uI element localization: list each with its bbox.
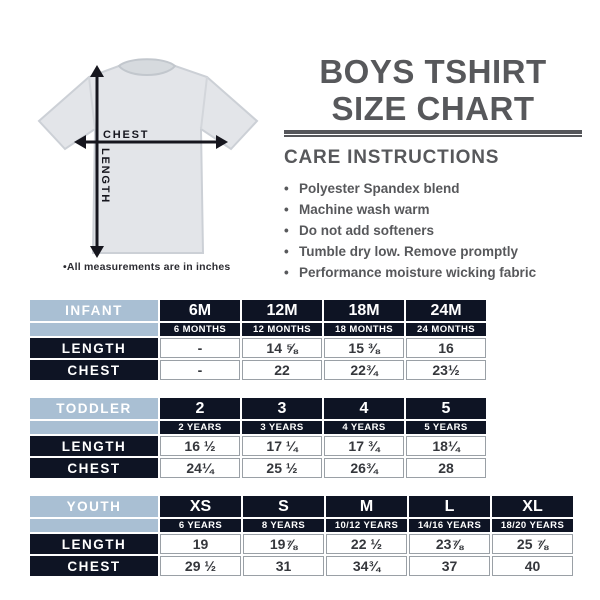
row-label: CHEST bbox=[30, 556, 158, 576]
measurement-note: •All measurements are in inches bbox=[63, 261, 231, 273]
size-header: 2 bbox=[160, 398, 240, 419]
care-item-text: Tumble dry low. Remove promptly bbox=[299, 244, 519, 259]
size-header: 4 bbox=[324, 398, 404, 419]
age-header: 6 YEARS bbox=[160, 519, 241, 532]
value-cell: 31 bbox=[243, 556, 324, 576]
value-cell: 37 bbox=[409, 556, 490, 576]
tshirt-diagram bbox=[25, 45, 270, 260]
table-row bbox=[30, 323, 486, 336]
bullet-icon: • bbox=[284, 202, 289, 217]
value-cell: 25 ⅞ bbox=[492, 534, 573, 554]
length-arrow-label: LENGTH bbox=[99, 148, 111, 205]
table-row bbox=[30, 534, 573, 554]
table-row bbox=[30, 556, 573, 576]
care-item-text: Polyester Spandex blend bbox=[299, 181, 460, 196]
value-cell: 40 bbox=[492, 556, 573, 576]
care-instructions-list bbox=[284, 178, 582, 283]
care-item bbox=[284, 241, 582, 262]
toddler-size-table bbox=[28, 396, 488, 480]
title-divider bbox=[284, 130, 582, 137]
size-header: 3 bbox=[242, 398, 322, 419]
tshirt-image bbox=[25, 45, 270, 260]
value-cell: - bbox=[160, 338, 240, 358]
care-item-text: Machine wash warm bbox=[299, 202, 430, 217]
value-cell: 22 ½ bbox=[326, 534, 407, 554]
size-header: XL bbox=[492, 496, 573, 517]
value-cell: - bbox=[160, 360, 240, 380]
age-header: 14/16 YEARS bbox=[409, 519, 490, 532]
table-row bbox=[30, 338, 486, 358]
age-header: 24 MONTHS bbox=[406, 323, 486, 336]
care-item bbox=[284, 178, 582, 199]
value-cell: 17 ¼ bbox=[242, 436, 322, 456]
group-label: INFANT bbox=[30, 300, 158, 321]
age-header: 18 MONTHS bbox=[324, 323, 404, 336]
page-title-line2: SIZE CHART bbox=[331, 90, 535, 127]
care-item bbox=[284, 262, 582, 283]
size-header: 5 bbox=[406, 398, 486, 419]
age-header: 12 MONTHS bbox=[242, 323, 322, 336]
bullet-icon: • bbox=[284, 265, 289, 280]
infant-size-table bbox=[28, 298, 488, 382]
value-cell: 19⅞ bbox=[243, 534, 324, 554]
table-row bbox=[30, 421, 486, 434]
bullet-icon: • bbox=[284, 244, 289, 259]
table-row bbox=[30, 458, 486, 478]
care-instructions-heading: CARE INSTRUCTIONS bbox=[284, 147, 500, 168]
age-header: 3 YEARS bbox=[242, 421, 322, 434]
value-cell: 26¾ bbox=[324, 458, 404, 478]
value-cell: 14 ⅝ bbox=[242, 338, 322, 358]
care-item bbox=[284, 199, 582, 220]
care-item-text: Do not add softeners bbox=[299, 223, 435, 238]
table-row bbox=[30, 360, 486, 380]
care-item bbox=[284, 220, 582, 241]
table-row bbox=[30, 519, 573, 532]
group-spacer bbox=[30, 323, 158, 336]
value-cell: 29 ½ bbox=[160, 556, 241, 576]
row-label: LENGTH bbox=[30, 436, 158, 456]
bullet-icon: • bbox=[284, 223, 289, 238]
row-label: LENGTH bbox=[30, 534, 158, 554]
page-title-line1: BOYS TSHIRT bbox=[319, 53, 547, 90]
size-header: 24M bbox=[406, 300, 486, 321]
value-cell: 22¾ bbox=[324, 360, 404, 380]
size-header: S bbox=[243, 496, 324, 517]
age-header: 6 MONTHS bbox=[160, 323, 240, 336]
title-block bbox=[284, 53, 582, 283]
value-cell: 22 bbox=[242, 360, 322, 380]
value-cell: 24¼ bbox=[160, 458, 240, 478]
size-header: 12M bbox=[242, 300, 322, 321]
group-label: YOUTH bbox=[30, 496, 158, 517]
value-cell: 19 bbox=[160, 534, 241, 554]
age-header: 18/20 YEARS bbox=[492, 519, 573, 532]
value-cell: 17 ¾ bbox=[324, 436, 404, 456]
table-row bbox=[30, 398, 486, 419]
size-header: L bbox=[409, 496, 490, 517]
value-cell: 18¼ bbox=[406, 436, 486, 456]
chest-arrow-label: CHEST bbox=[103, 129, 150, 141]
value-cell: 23½ bbox=[406, 360, 486, 380]
tshirt-collar bbox=[119, 59, 175, 75]
row-label: CHEST bbox=[30, 360, 158, 380]
size-header: 18M bbox=[324, 300, 404, 321]
value-cell: 23⅞ bbox=[409, 534, 490, 554]
value-cell: 16 bbox=[406, 338, 486, 358]
value-cell: 34¾ bbox=[326, 556, 407, 576]
tshirt-body bbox=[39, 60, 257, 253]
value-cell: 16 ½ bbox=[160, 436, 240, 456]
size-header: 6M bbox=[160, 300, 240, 321]
size-header: XS bbox=[160, 496, 241, 517]
youth-size-table bbox=[28, 494, 575, 578]
care-item-text: Performance moisture wicking fabric bbox=[299, 265, 537, 280]
age-header: 10/12 YEARS bbox=[326, 519, 407, 532]
group-spacer bbox=[30, 519, 158, 532]
table-row bbox=[30, 300, 486, 321]
value-cell: 15 ⅜ bbox=[324, 338, 404, 358]
value-cell: 28 bbox=[406, 458, 486, 478]
table-row bbox=[30, 496, 573, 517]
bullet-icon: • bbox=[284, 181, 289, 196]
row-label: LENGTH bbox=[30, 338, 158, 358]
age-header: 8 YEARS bbox=[243, 519, 324, 532]
value-cell: 25 ½ bbox=[242, 458, 322, 478]
size-header: M bbox=[326, 496, 407, 517]
group-label: TODDLER bbox=[30, 398, 158, 419]
row-label: CHEST bbox=[30, 458, 158, 478]
age-header: 2 YEARS bbox=[160, 421, 240, 434]
age-header: 5 YEARS bbox=[406, 421, 486, 434]
group-spacer bbox=[30, 421, 158, 434]
age-header: 4 YEARS bbox=[324, 421, 404, 434]
table-row bbox=[30, 436, 486, 456]
